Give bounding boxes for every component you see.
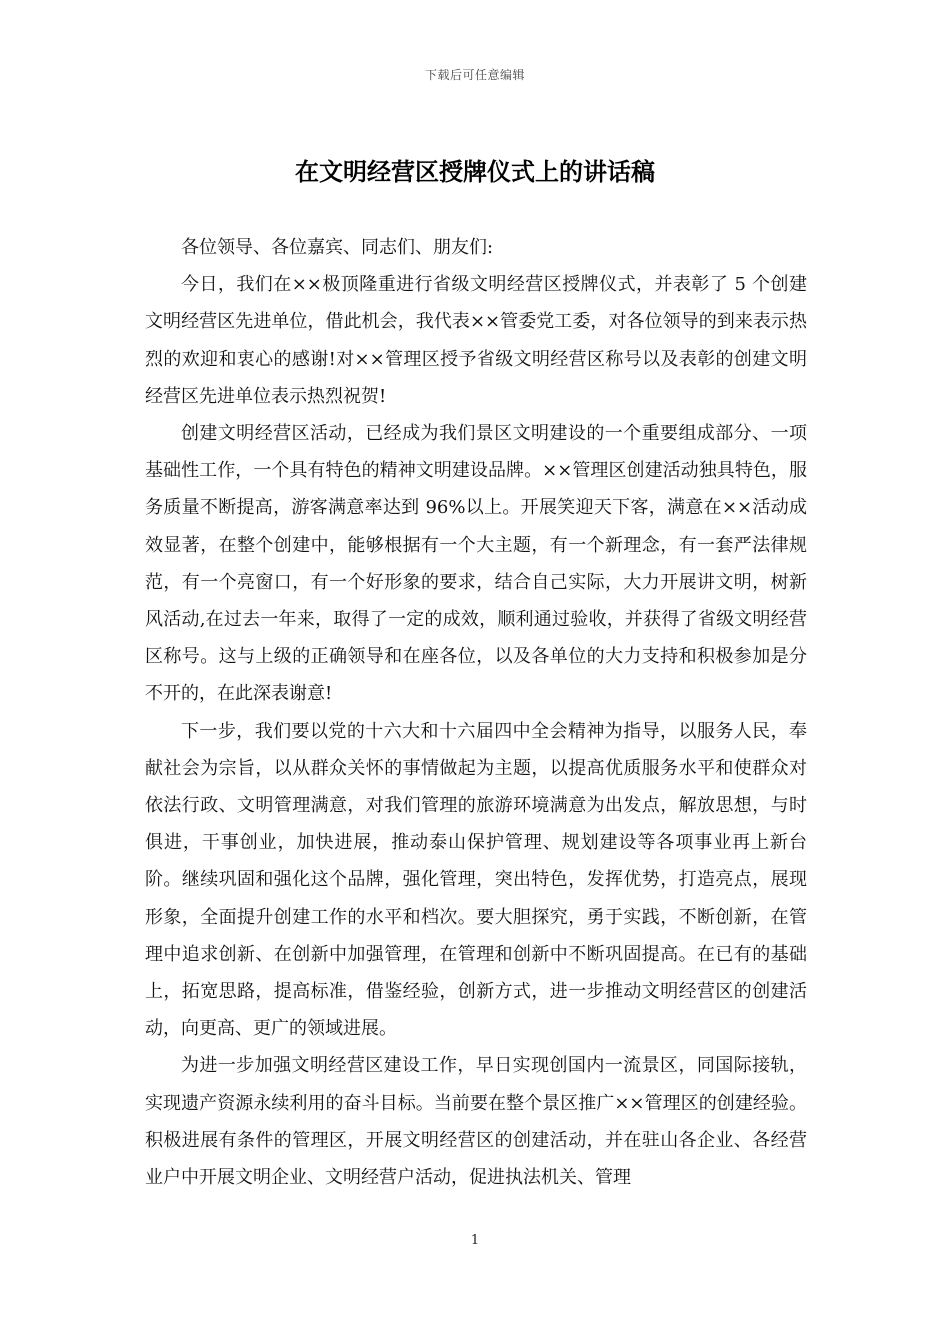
document-body (145, 229, 807, 1196)
header-note: 下载后可任意编辑 (424, 68, 525, 82)
paragraph-2: 创建文明经营区活动，已经成为我们景区文明建设的一个重要组成部分、一项基础性工作，一个具有特色的精神文明建设品牌。××管理区创建活动独具特色，服务质量不断提高，游客满意率达到 96%以上。开展笑迎天下客，满意在××活动成效显著，在整个创建中，能够根据有一个大主题，有一个新理念，有一套严法律规范，有一个亮窗口，有一个好形象的要求，结合自己实际，大力开展讲文明，树新风活动,在过去一年来，取得了一定的成效，顺利通过验收，并获得了省级文明经营区称号。这与上级的正确领导和在座各位，以及各单位的大力支持和积极参加是分不开的，在此深表谢意! (145, 423, 807, 705)
page-number: 1 (470, 1233, 480, 1248)
document-title: 在文明经营区授牌仪式上的讲话稿 (295, 157, 655, 186)
paragraph-3: 下一步，我们要以党的十六大和十六届四中全会精神为指导，以服务人民，奉献社会为宗旨，以从群众关怀的事情做起为主题，以提高优质服务水平和使群众对依法行政、文明管理满意，对我们管理的旅游环境满意为出发点，解放思想，与时俱进，干事创业，加快进展，推动泰山保护管理、规划建设等各项事业再上新台阶。继续巩固和强化这个品牌，强化管理，突出特色，发挥优势，打造亮点，展现形象，全面提升创建工作的水平和档次。要大胆探究，勇于实践，不断创新，在管理中追求创新、在创新中加强管理，在管理和创新中不断巩固提高。在已有的基础上，拓宽思路，提高标准，借鉴经验，创新方式，进一步推动文明经营区的创建活动，向更高、更广的领域进展。 (145, 720, 807, 1040)
paragraph-4: 为进一步加强文明经营区建设工作，早日实现创国内一流景区，同国际接轨，实现遗产资源永续利用的奋斗目标。当前要在整个景区推广××管理区的创建经验。积极进展有条件的管理区，开展文明经营区的创建活动，并在驻山各企业、各经营业户中开展文明企业、文明经营户活动，促进执法机关、管理 (145, 1055, 807, 1189)
paragraph-1: 今日，我们在××极顶隆重进行省级文明经营区授牌仪式，并表彰了 5 个创建文明经营区先进单位，借此机会，我代表××管委党工委，对各位领导的到来表示热烈的欢迎和衷心的感谢!对××管理区授予省级文明经营区称号以及表彰的创建文明经营区先进单位表示热烈祝贺! (145, 274, 807, 407)
salutation: 各位领导、各位嘉宾、同志们、朋友们: (181, 237, 494, 258)
